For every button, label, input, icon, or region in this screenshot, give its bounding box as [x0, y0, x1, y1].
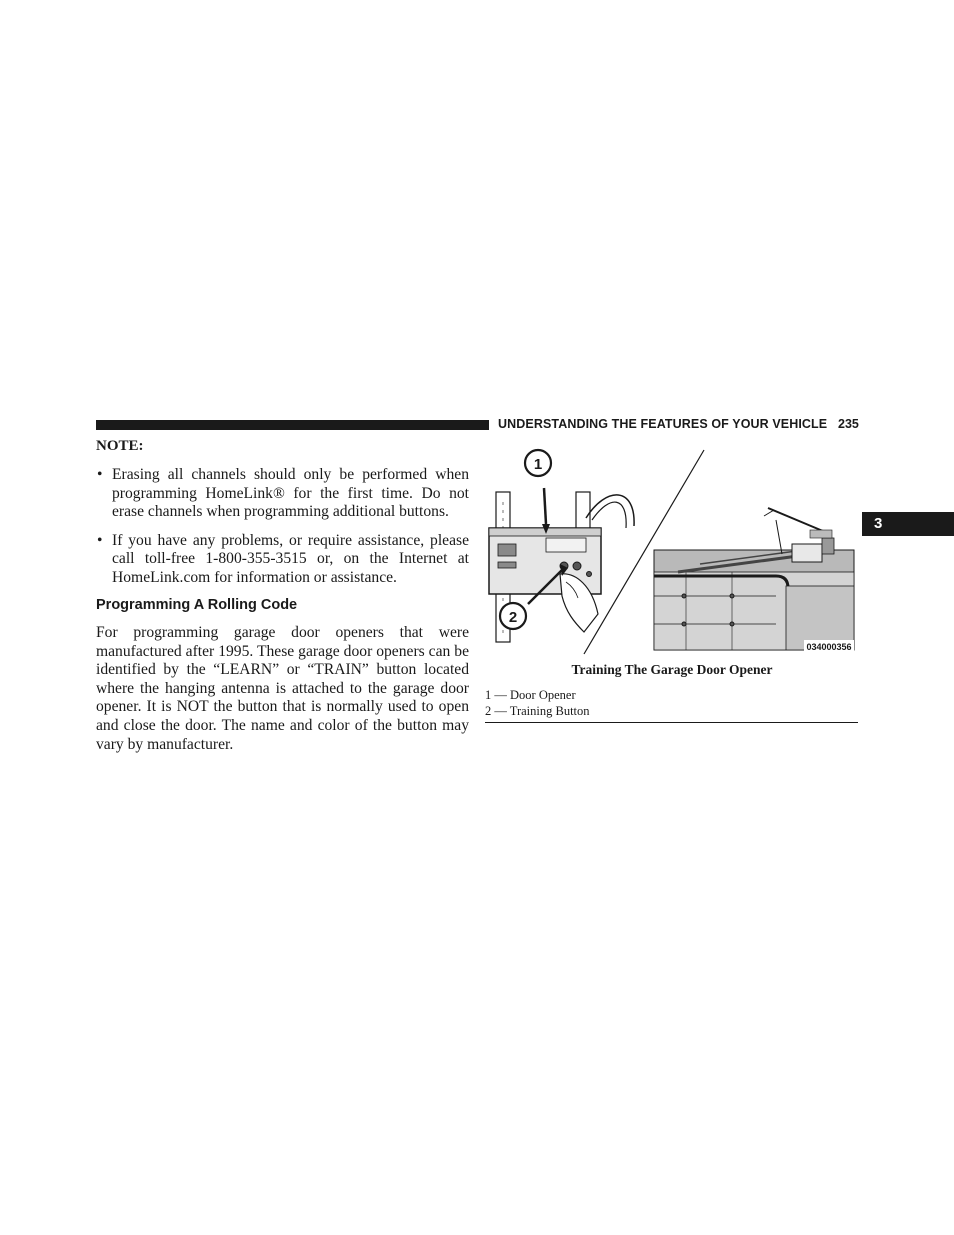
list-item [96, 466, 469, 522]
page-number: 235 [838, 417, 859, 431]
legend-item: 2 — Training Button [485, 703, 590, 718]
chapter-number: 3 [874, 515, 883, 532]
body-paragraph: For programming garage door openers that were manufactured after 1995. These garage door openers can be identified by the “LEARN” or “TRAIN” button located where the hanging antenna is attached to the garage door opener. It is NOT the button that is normally used to open and close the door. The name and color of the button may vary by manufacturer. [96, 624, 469, 753]
figure-caption: Training The Garage Door Opener [571, 662, 773, 677]
section-heading: Programming A Rolling Code [96, 597, 298, 613]
callout-1-label: 1 [533, 456, 543, 473]
garage-door-opener-illustration [486, 446, 858, 658]
header-rule [96, 420, 489, 430]
figure-legend [485, 688, 590, 719]
chapter-tab [862, 512, 954, 536]
callout-2-label: 2 [508, 609, 518, 626]
running-head: UNDERSTANDING THE FEATURES OF YOUR VEHICLE [498, 417, 828, 431]
bullet-icon: • [97, 531, 103, 549]
image-code: 034000356 [806, 642, 852, 652]
bullet-icon: • [97, 466, 103, 483]
bullet-text: If you have any problems, or require assistance, please call toll-free 1-800-355-3515 or, on the Internet at HomeLink.com for information or assistance. [112, 531, 469, 586]
garage-scene [654, 508, 854, 650]
legend-rule [485, 722, 858, 723]
legend-item: 1 — Door Opener [485, 688, 576, 702]
note-bullet-list [96, 466, 469, 598]
note-label: NOTE: [96, 438, 144, 454]
list-item [96, 532, 469, 588]
bullet-text: Erasing all channels should only be performed when programming HomeLink® for the first time. Do not erase channels when programming additional buttons. [112, 466, 469, 521]
